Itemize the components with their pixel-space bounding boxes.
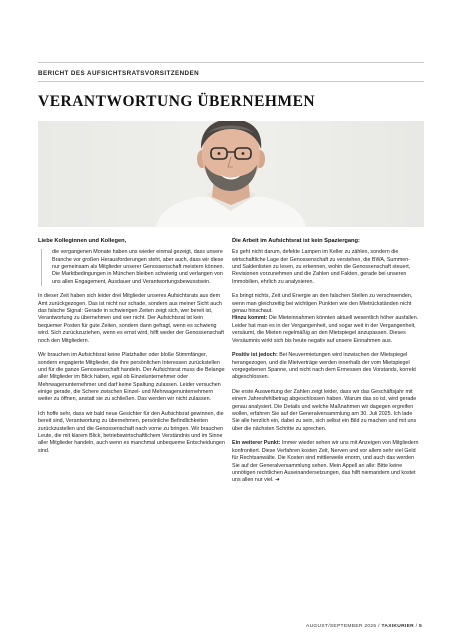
paragraph-text: Es bringt nichts, Zeit und Energie an den falschen Stellen zu verschwenden, wenn man gleichzeitig bei wichtigen Punkten wie den Mietrückständen nicht genau hinschaut. [232,293,413,315]
portrait-illustration [38,121,424,227]
paragraph-text: Immer wieder sehen wir uns mit Anzeigen von Mitgliedern konfrontiert. Diese Verfahren kosten Zeit, Nerven und vor allem sehr viel Geld für Rechtsanwälte. Die Kosten sind mittlerweile enorm, und auch das werden Sie auf der Generalversammlung sehen. Mein Appell an alle: Bitte keine unnötigen rechtlichen Auseinandersetzungen, das hilft niemandem und kostet uns allen nur viel. ➜ [232,440,419,484]
article-left-column [38,238,226,463]
portrait-photo [38,121,424,227]
separator: / [376,624,382,629]
magazine-name: TAXIKURIER [381,624,414,629]
separator: / [413,624,419,629]
subheading: Die Arbeit im Aufsichtsrat ist kein Spaziergang: [232,238,360,244]
paragraph [232,352,420,381]
top-rule [38,62,424,63]
intro-paragraph-block [41,249,226,286]
section-rule [38,81,424,82]
lead-in: Positiv ist jedoch: [232,352,278,359]
article-right-column [232,238,420,492]
paragraph: Ich hoffe sehr, dass wir bald neue Gesichter für den Aufsichtsrat gewinnen, die bereit sind, Verantwortung zu übernehmen, persönliche Befindlichkeiten zurückzustellen und die Genossenschaft nach vorne zu bringen. Wir brauchen Leute, die mit klarem Blick, betriebswirtschaftlichem Verständnis und im Sinne aller Mitglieder handeln, auch wenn es manchmal unbequeme Entscheidungen sind. [38,411,225,454]
paragraph: Es geht nicht darum, defekte Lampen im Keller zu zählen, sondern die wirtschaftliche Lage der Genossenschaft zu verstehen, die BWA, Summen- und Saldenlisten zu lesen, zu erkennen, wohin die Genossenschaft steuert, Revisionen vorzunehmen und die Zahlen und Fakten, gerade bei unseren Immobilien, ehrlich zu analysieren. [232,249,411,285]
paragraph [232,440,420,484]
article-headline: VERANTWORTUNG ÜBERNEHMEN [38,93,316,110]
page-number: 5 [418,624,422,629]
page-footer [306,624,422,629]
paragraph: In dieser Zeit haben sich leider drei Mitglieder unseres Aufsichtsrats aus dem Amt zurückgezogen. Das ist nicht nur schade, sondern aus meiner Sicht auch das falsche Signal: Gerade in schwierigen Zeiten zeigt sich, wer bereit ist, Verantwortung zu übernehmen und wer nicht. Der Aufsichtsrat ist kein bequemer Posten für gute Zeiten, sondern dann gefragt, wenn es schwierig wird. Sich zurückzuziehen, wenn es ernst wird, hilft weder der Genossenschaft noch den Mitgliedern. [38,293,224,344]
issue-date: AUGUST/SEPTEMBER 2025 [306,624,377,629]
paragraph: Wir brauchen im Aufsichtsrat keine Platzhalter oder bloße Stimmfänger, sondern engagierte Mitglieder, die ihre persönlichen Interessen zurückstellen und für die ganze Genossenschaft handeln. Der Aufsichtsrat muss die Belange aller Mitglieder im Blick haben, egal ob Einzelunternehmer oder Mehrwagenunternehmer und darf keine Spaltung zulassen. Leider versuchen einige gerade, die Schere zwischen Einzel- und Mehrwagenunternehmern weiter zu öffnen, anstatt sie zu schließen. Das werden wir nicht zulassen. [38,352,225,403]
paragraph [232,293,420,344]
lead-in: Hinzu kommt: [232,315,268,322]
greeting: Liebe Kolleginnen und Kollegen, [38,238,127,244]
paragraph-text: Die Mieteinnahmen könnten aktuell wesentlich höher ausfallen. Leider hat man es in der Vergangenheit, und sogar weit in der Vergangenheit, versäumt, die Mieten regelmäßig an den Mietspiegel anzupassen. Dieses Versäumnis wirkt sich bis heute negativ auf unsere Einnahmen aus. [232,315,419,344]
section-label: BERICHT DES AUFSICHTSRATSVORSITZENDEN [38,70,200,77]
paragraph-text: Bei Neuvermietungen wird inzwischen der Mietspiegel herangezogen, und die Mietverträge werden innerhalb der vom Mietspiegel vorgegebenen Spanne, und nicht nach dem Ermessen des Vorstands, korrekt abgeschlossen. [232,352,416,381]
paragraph: Die erste Auswertung der Zahlen zeigt leider, dass wir das Geschäftsjahr mit einem Jahresfehlbetrag abgeschlossen haben. Warum das so ist, wird gerade genau analysiert. Die Details und welche Maßnahmen wir dagegen ergreifen wollen, erfahren Sie auf der Generalversammlung am 30. Juli 2025. Ich lade Sie alle herzlich ein, dabei zu sein, sich selbst ein Bild zu machen und mit uns über die nächsten Schritte zu sprechen. [232,389,417,432]
paragraph: die vergangenen Monate haben uns wieder einmal gezeigt, dass unsere Branche vor großen Herausforderungen steht, aber auch, dass wir diese nur gemeinsam als Mitglieder unserer Genossenschaft meistern können. Die Marktbedingungen in München bleiben schwierig und verlangen von uns allen Engagement, Ausdauer und Verantwortungsbewusstsein. [52,249,224,285]
lead-in: Ein weiterer Punkt: [232,440,281,447]
